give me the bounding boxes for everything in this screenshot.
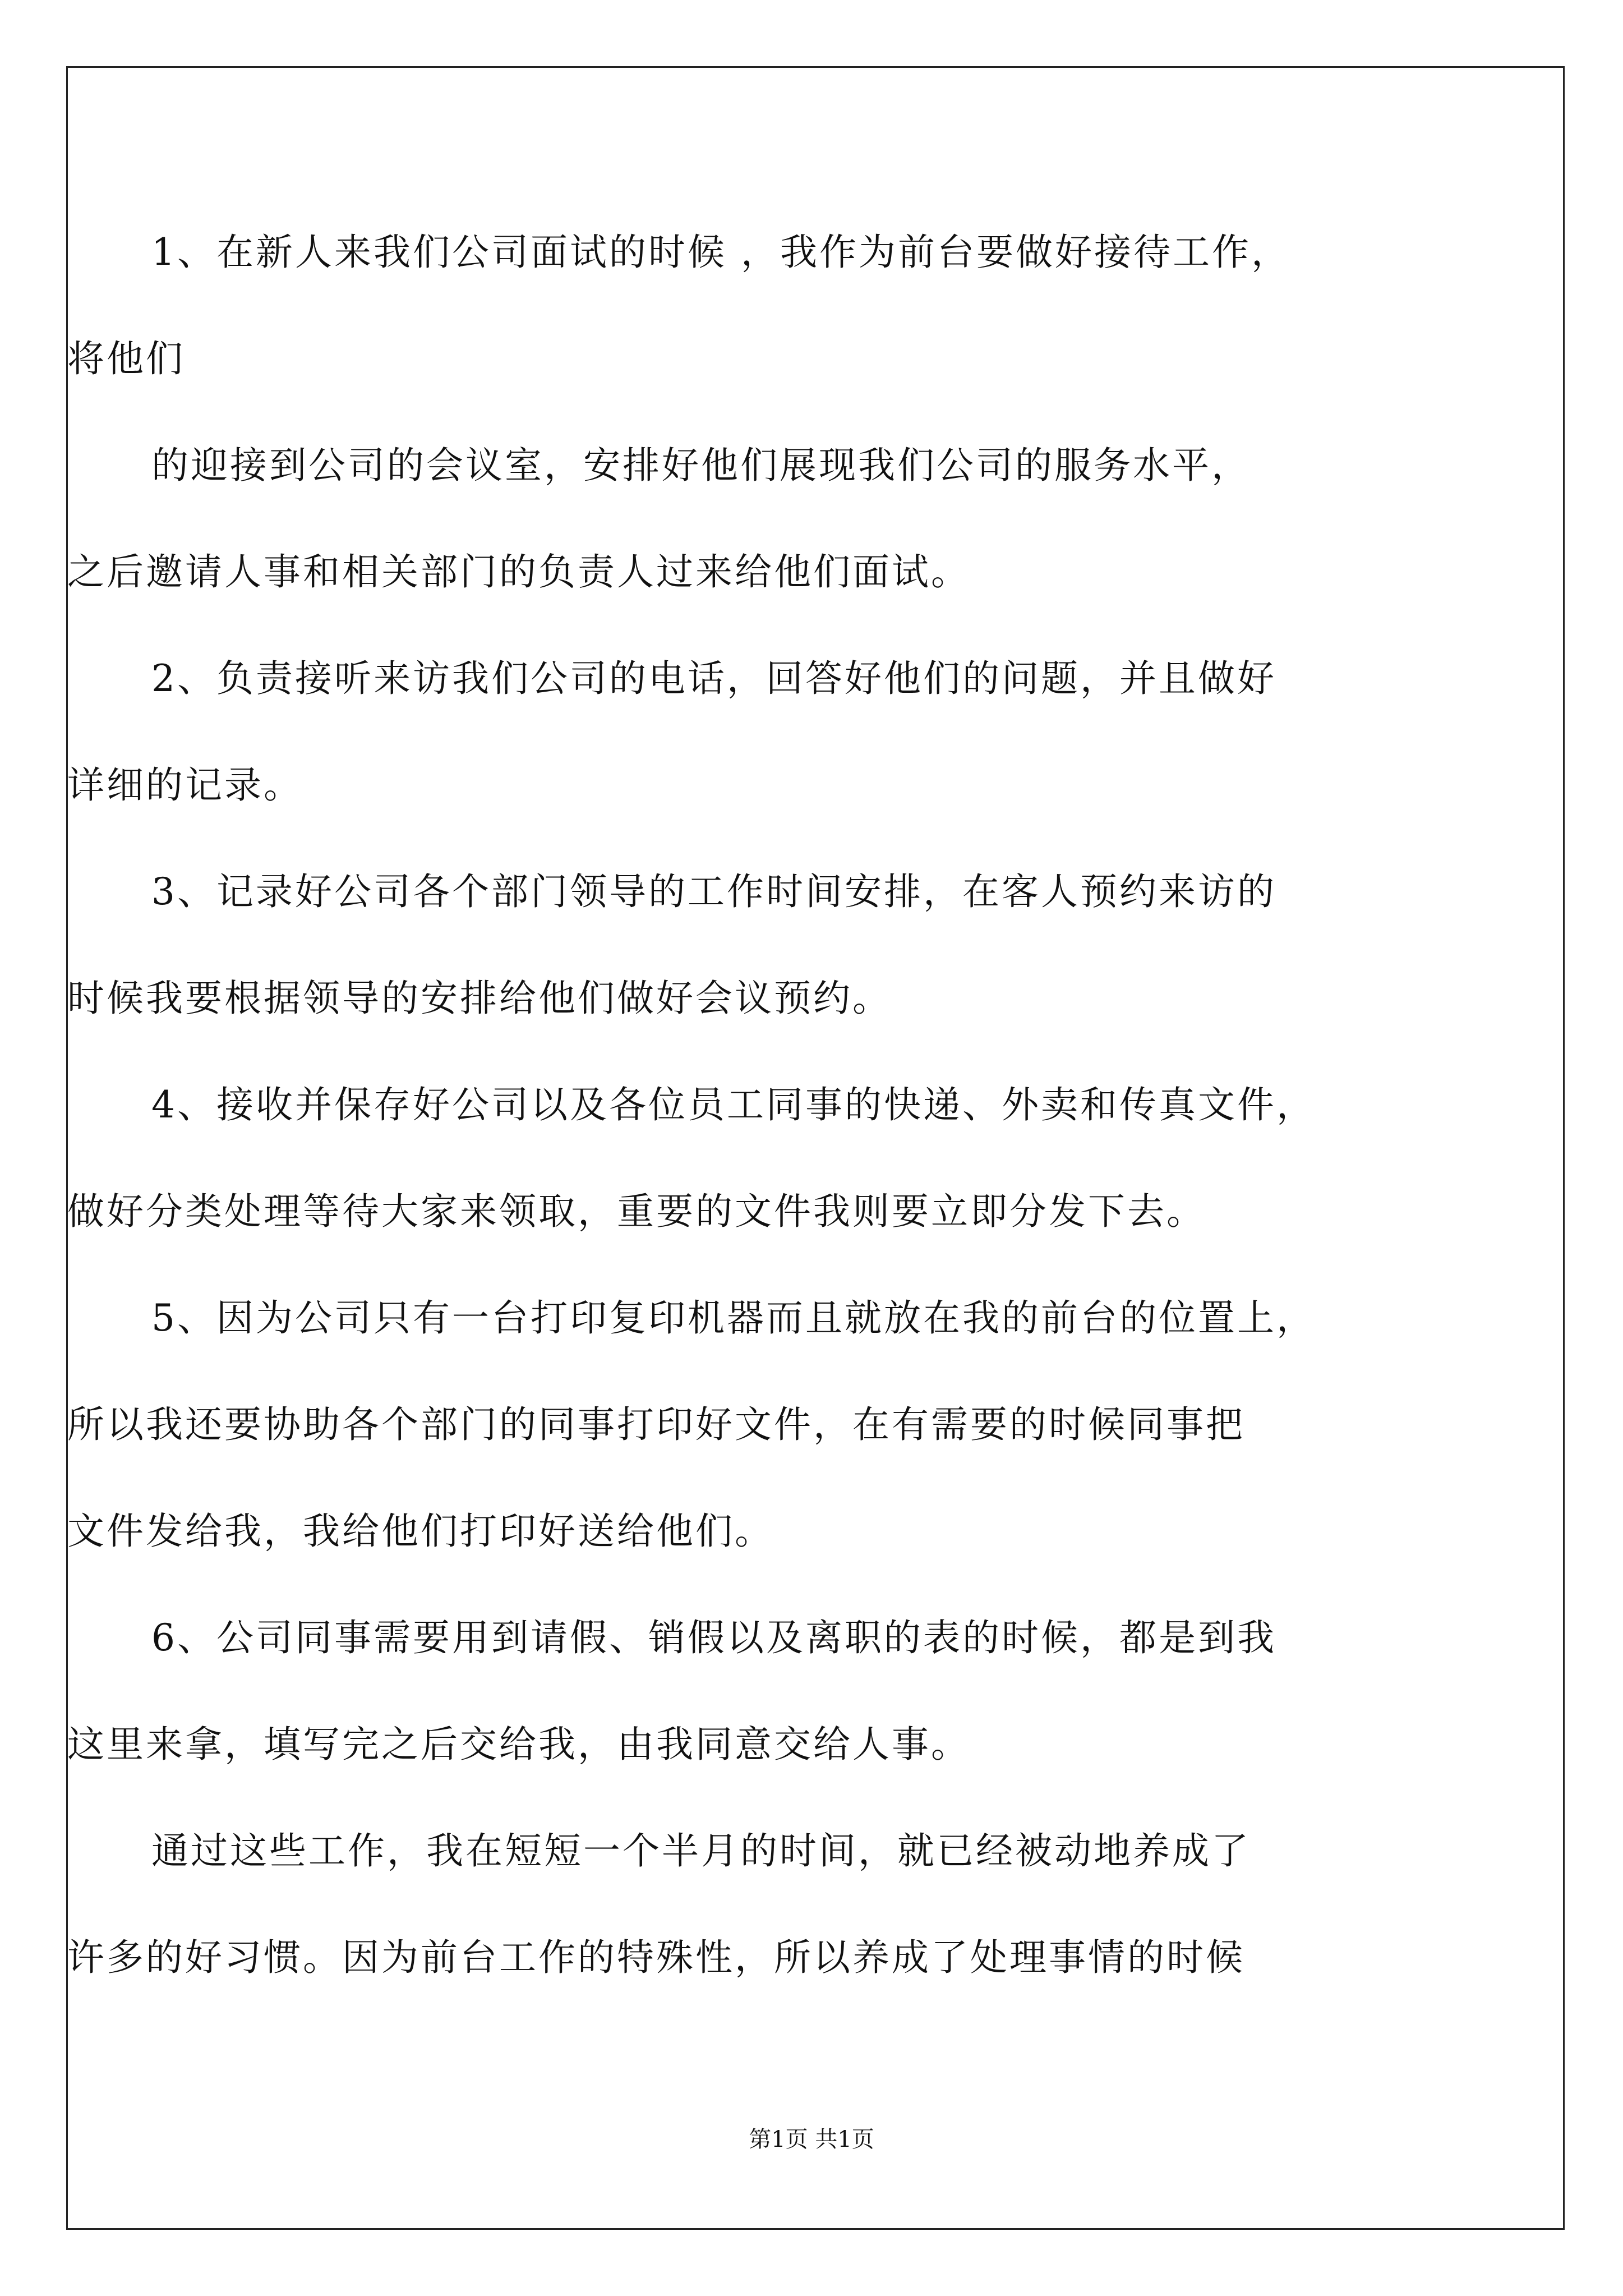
paragraph-line: 的迎接到公司的会议室，安排好他们展现我们公司的服务水平， xyxy=(151,444,1251,487)
paragraph-line: 1、在新人来我们公司面试的时候 ，我作为前台要做好接待工作， xyxy=(151,231,1290,274)
paragraph-line: 时候我要根据领导的安排给他们做好会议预约。 xyxy=(67,977,892,1020)
paragraph-line: 4、接收并保存好公司以及各位员工同事的快递、外卖和传真文件， xyxy=(151,1083,1316,1126)
paragraph-line: 之后邀请人事和相关部门的负责人过来给他们面试。 xyxy=(67,550,970,593)
paragraph-line: 文件发给我，我给他们打印好送给他们。 xyxy=(67,1510,774,1553)
paragraph-line: 做好分类处理等待大家来领取，重要的文件我则要立即分发下去。 xyxy=(67,1190,1206,1233)
paragraph-line: 5、因为公司只有一台打印复印机器而且就放在我的前台的位置上， xyxy=(151,1296,1316,1340)
page-footer: 第1页 共1页 xyxy=(749,2127,874,2152)
page-border xyxy=(66,66,1565,2230)
paragraph-line: 将他们 xyxy=(67,337,185,380)
paragraph-line: 详细的记录。 xyxy=(67,763,303,807)
paragraph-line: 这里来拿，填写完之后交给我，由我同意交给人事。 xyxy=(67,1723,970,1766)
paragraph-line: 所以我还要协助各个部门的同事打印好文件，在有需要的时候同事把 xyxy=(67,1403,1245,1446)
paragraph-line: 通过这些工作，我在短短一个半月的时间，就已经被动地养成了 xyxy=(151,1829,1251,1872)
paragraph-line: 2、负责接听来访我们公司的电话，回答好他们的问题，并且做好 xyxy=(151,657,1276,700)
paragraph-line: 许多的好习惯。因为前台工作的特殊性，所以养成了处理事情的时候 xyxy=(67,1936,1245,1979)
paragraph-line: 6、公司同事需要用到请假、销假以及离职的表的时候，都是到我 xyxy=(151,1616,1276,1659)
paragraph-line: 3、记录好公司各个部门领导的工作时间安排，在客人预约来访的 xyxy=(151,870,1276,913)
